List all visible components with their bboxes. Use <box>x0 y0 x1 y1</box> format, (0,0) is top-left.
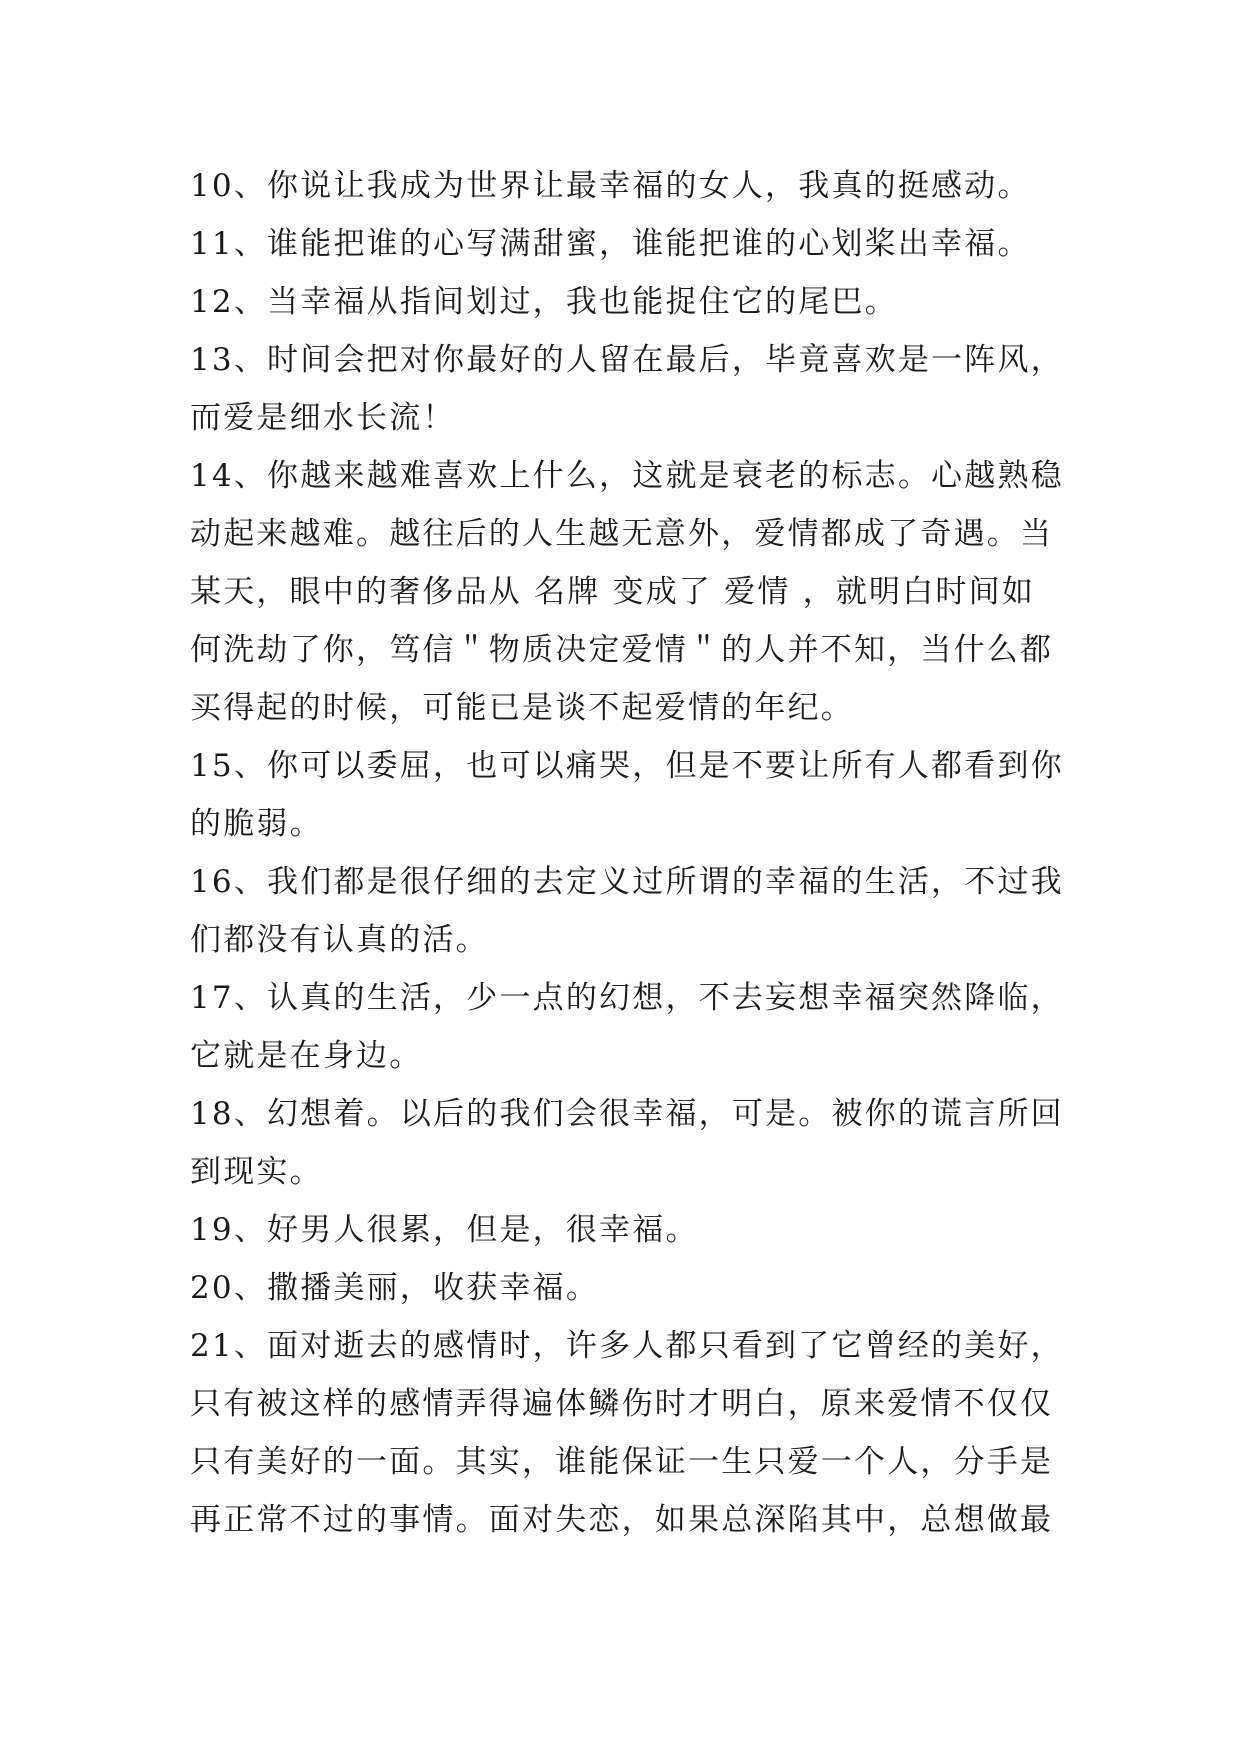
text-line: 11、谁能把谁的心写满甜蜜，谁能把谁的心划桨出幸福。 <box>190 226 1031 262</box>
text-line: 再正常不过的事情。面对失恋，如果总深陷其中，总想做最 <box>190 1502 1054 1538</box>
text-line: 它就是在身边。 <box>190 1038 423 1074</box>
text-line: 13、时间会把对你最好的人留在最后，毕竟喜欢是一阵风， <box>190 342 1064 378</box>
text-line: 买得起的时候，可能已是谈不起爱情的年纪。 <box>190 690 854 726</box>
text-line: 到现实。 <box>190 1154 323 1190</box>
text-line: 只有美好的一面。其实，谁能保证一生只爱一个人，分手是 <box>190 1444 1054 1480</box>
text-line: 某天，眼中的奢侈品从 名牌 变成了 爱情 ，就明白时间如 <box>190 574 1036 610</box>
text-line: 17、认真的生活，少一点的幻想，不去妄想幸福突然降临， <box>190 980 1064 1016</box>
text-line: 10、你说让我成为世界让最幸福的女人，我真的挺感动。 <box>190 168 1031 204</box>
text-line: 19、好男人很累，但是，很幸福。 <box>190 1212 699 1248</box>
text-line: 们都没有认真的活。 <box>190 922 489 958</box>
text-line: 的脆弱。 <box>190 806 323 842</box>
text-line: 动起来越难。越往后的人生越无意外，爱情都成了奇遇。当 <box>190 516 1054 552</box>
text-line: 何洗劫了你，笃信＂物质决定爱情＂的人并不知，当什么都 <box>190 632 1054 668</box>
text-line: 21、面对逝去的感情时，许多人都只看到了它曾经的美好， <box>190 1328 1064 1364</box>
text-line: 15、你可以委屈，也可以痛哭，但是不要让所有人都看到你 <box>190 748 1064 784</box>
text-line: 12、当幸福从指间划过，我也能捉住它的尾巴。 <box>190 284 898 320</box>
text-line: 而爱是细水长流！ <box>190 400 456 436</box>
text-line: 只有被这样的感情弄得遍体鳞伤时才明白，原来爱情不仅仅 <box>190 1386 1054 1422</box>
text-line: 16、我们都是很仔细的去定义过所谓的幸福的生活，不过我 <box>190 864 1064 900</box>
document-body <box>190 157 1070 1549</box>
text-line: 20、撒播美丽，收获幸福。 <box>190 1270 600 1306</box>
text-line: 18、幻想着。以后的我们会很幸福，可是。被你的谎言所回 <box>190 1096 1064 1132</box>
text-line: 14、你越来越难喜欢上什么，这就是衰老的标志。心越熟稳 <box>190 458 1064 494</box>
